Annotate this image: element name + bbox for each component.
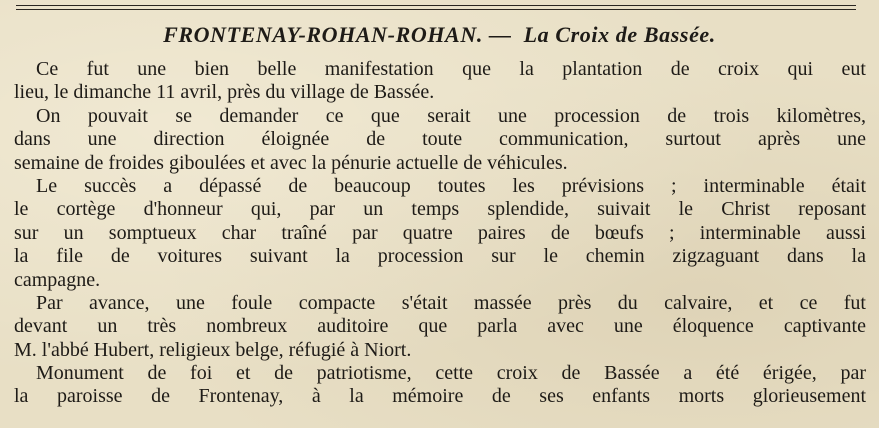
- paragraph-line: Le succès a dépassé de beaucoup toutes les prévisions ; interminable était: [36, 174, 866, 197]
- paragraph-line: M. l'abbé Hubert, religieux belge, réfugié à Niort.: [14, 338, 412, 361]
- top-rule-second: [16, 9, 856, 10]
- headline-place: FRONTENAY-ROHAN-ROHAN: [163, 22, 477, 47]
- paragraph-line: dans une direction éloignée de toute communication, surtout après une: [14, 128, 866, 151]
- headline-subject: La Croix de Bassée.: [523, 22, 716, 47]
- paragraph-line: la file de voitures suivant la procession sur le chemin zigzaguant dans la: [14, 245, 866, 268]
- paragraph-line: Par avance, une foule compacte s'était massée près du calvaire, et ce fut: [36, 291, 866, 314]
- article-body: [14, 58, 866, 409]
- paragraph-line: Ce fut une bien belle manifestation que la plantation de croix qui eut: [36, 58, 866, 80]
- paragraph-line: lieu, le dimanche 11 avril, près du village de Bassée.: [14, 81, 435, 104]
- headline-separator: . —: [476, 22, 512, 47]
- top-rule: [16, 5, 856, 6]
- paragraph-line: On pouvait se demander ce que serait une procession de trois kilomètres,: [36, 104, 866, 127]
- paragraph-line: devant un très nombreux auditoire que parla avec une éloquence captivante: [14, 315, 866, 338]
- article-headline: [0, 22, 879, 48]
- paragraph-line: semaine de froides giboulées et avec la pénurie actuelle de véhicules.: [14, 151, 568, 174]
- paragraph-line: sur un somptueux char traîné par quatre paires de bœufs ; interminable aussi: [14, 221, 866, 244]
- paragraph-line: la paroisse de Frontenay, à la mémoire de ses enfants morts glorieusement: [14, 385, 866, 408]
- paragraph-line: Monument de foi et de patriotisme, cette croix de Bassée a été érigée, par: [36, 362, 866, 385]
- paragraph-line: campagne.: [14, 268, 101, 291]
- paragraph-line: le cortège d'honneur qui, par un temps splendide, suivait le Christ reposant: [14, 198, 866, 221]
